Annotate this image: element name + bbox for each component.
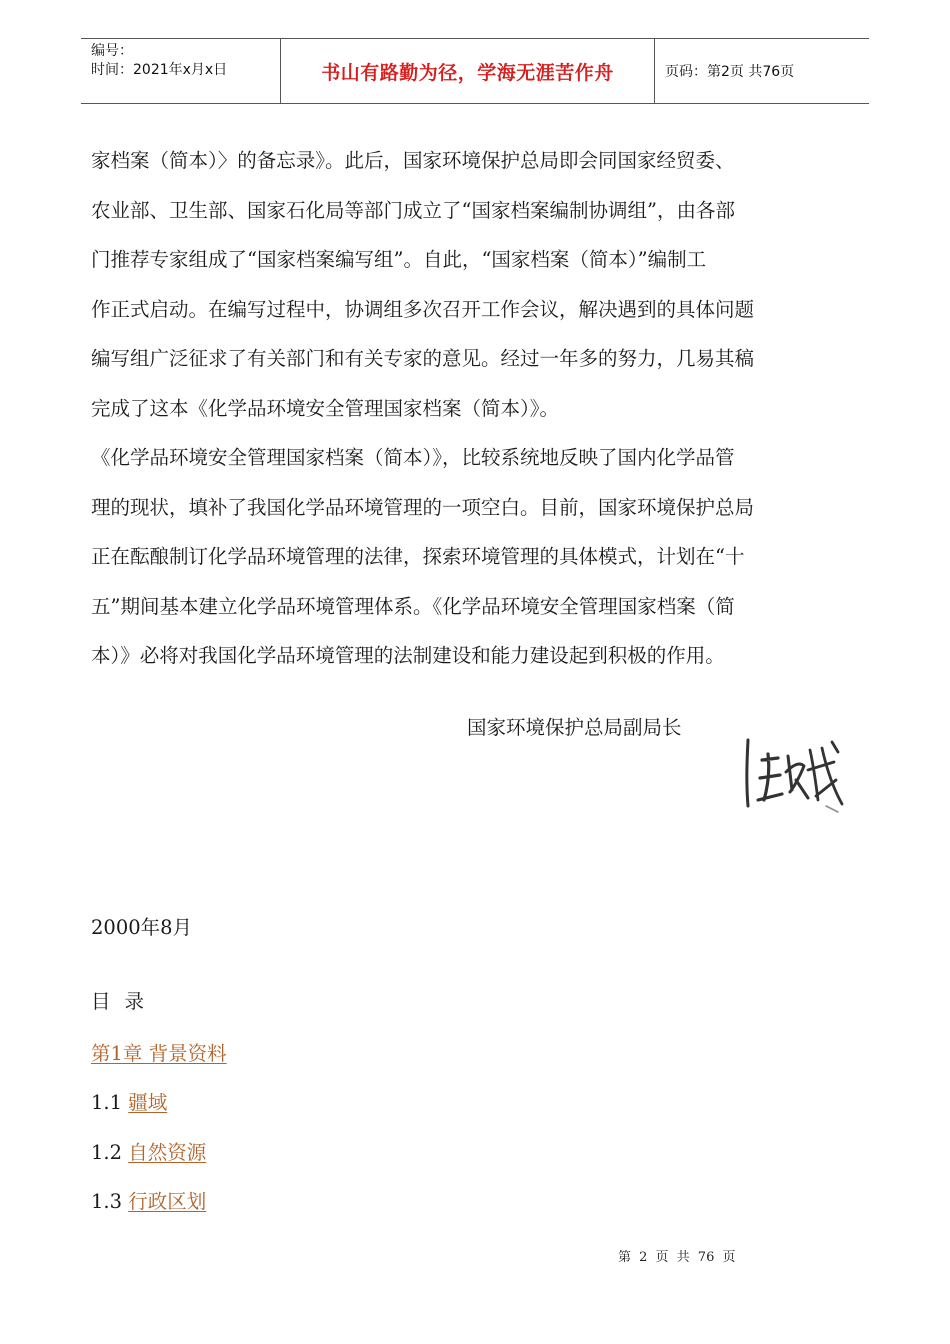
toc-item-link[interactable]: 自然资源 [128,1141,207,1164]
body-line: 正在酝酿制订化学品环境管理的法律，探索环境管理的具体模式，计划在“十 [91,545,745,568]
handwritten-signature [738,720,848,815]
body-line: 编写组广泛征求了有关部门和有关专家的意见。经过一年多的努力，几易其稿 [91,347,755,370]
toc-title [91,982,144,1022]
body-line: 作正式启动。在编写过程中，协调组多次召开工作会议，解决遇到的具体问题 [91,297,755,321]
toc-item-number: 1.3 [91,1190,123,1213]
body-line: 家档案（简本）〉的备忘录》。此后，国家环境保护总局即会同国家经贸委、 [91,149,735,172]
toc-item [91,1182,206,1222]
toc-item [91,1083,167,1123]
body-paragraphs [91,136,863,681]
body-line: 农业部、卫生部、国家石化局等部门成立了“国家档案编制协调组”，由各部 [91,198,735,222]
document-time-label: 时间：2021年x月x日 [91,62,228,78]
toc-item-link[interactable]: 疆域 [128,1091,168,1114]
document-date: 2000年8月 [91,916,193,939]
toc-title-part: 目 [91,990,111,1013]
toc-title-part: 录 [124,990,145,1013]
toc-item [91,1133,206,1173]
body-line: 完成了这本《化学品环境安全管理国家档案（简本）》。 [91,396,560,420]
toc-item-number: 1.2 [91,1141,123,1164]
page-footer: 第 2 页 共 76 页 [618,1250,736,1265]
signatory-title: 国家环境保护总局副局长 [467,716,682,739]
toc-chapter-link[interactable]: 第1章 背景资料 [91,1042,227,1065]
body-line: 理的现状，填补了我国化学品环境管理的一项空白。目前，国家环境保护总局 [91,495,755,519]
toc-chapter-entry[interactable] [91,1034,227,1074]
toc-item-number: 1.1 [91,1091,123,1114]
document-number-label: 编号： [91,43,133,59]
page-header [81,38,869,104]
body-line: 本）》必将对我国化学品环境管理的法制建设和能力建设起到积极的作用。 [91,644,725,667]
body-line: 门推荐专家组成了“国家档案编写组”。自此，“国家档案（简本）”编制工 [91,248,707,271]
header-page-info: 页码：第2页 共76页 [665,64,795,80]
toc-item-link[interactable]: 行政区划 [128,1190,207,1213]
header-motto: 书山有路勤为径，学海无涯苦作舟 [281,39,655,103]
body-line: 五”期间基本建立化学品环境管理体系。《化学品环境安全管理国家档案（简 [91,594,735,618]
body-line: 《化学品环境安全管理国家档案（简本）》，比较系统地反映了国内化学品管 [91,446,735,469]
header-meta [81,39,281,103]
